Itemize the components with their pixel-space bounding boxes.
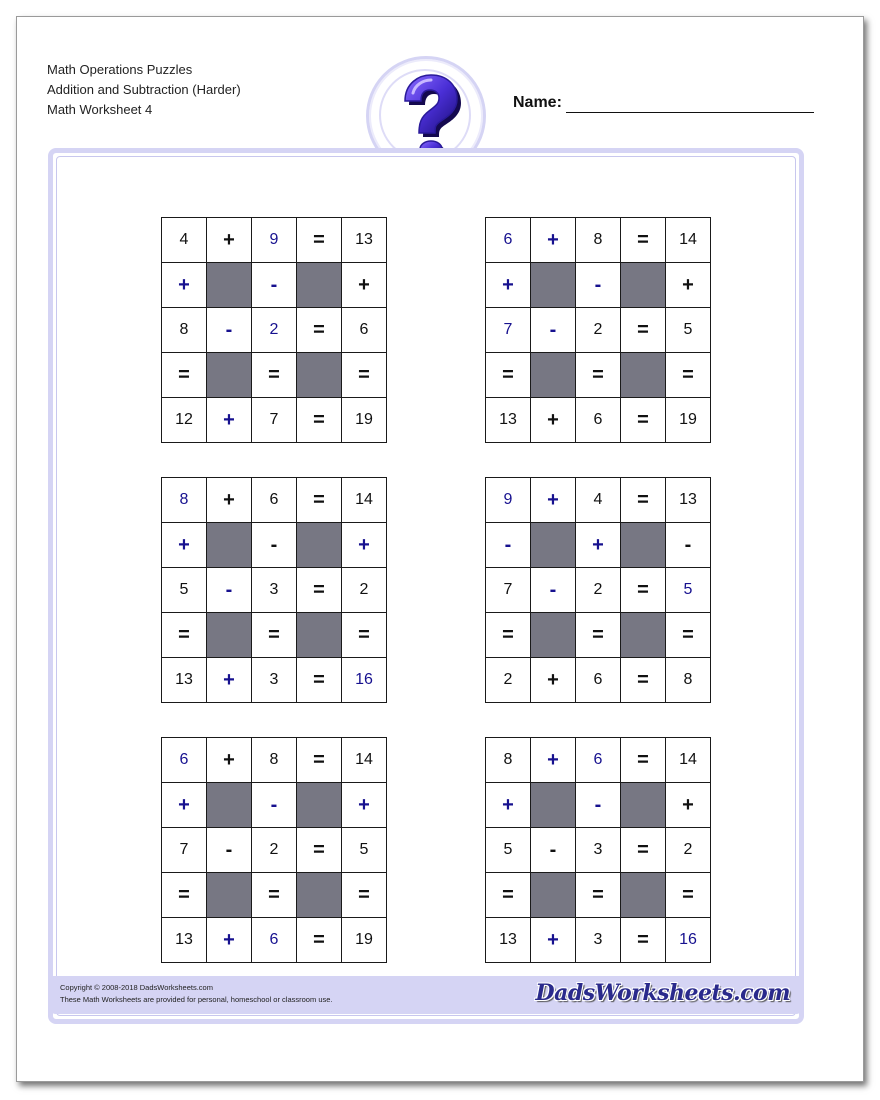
puzzle-row [162, 478, 387, 523]
operator-cell: = [252, 613, 297, 658]
puzzle-row [162, 523, 387, 568]
operator-cell: = [486, 613, 531, 658]
operator-cell: + [531, 738, 576, 783]
operator-cell: = [621, 918, 666, 963]
operator-cell: + [531, 218, 576, 263]
worksheet-title: Math Operations Puzzles [47, 62, 193, 77]
shaded-cell [531, 263, 576, 308]
puzzle-grid [161, 477, 387, 703]
number-cell: 14 [342, 478, 387, 523]
number-cell: 5 [342, 828, 387, 873]
number-cell: 13 [162, 918, 207, 963]
operator-cell: - [486, 523, 531, 568]
shaded-cell [207, 613, 252, 658]
number-cell: 8 [162, 308, 207, 353]
operator-cell: + [576, 523, 621, 568]
operator-cell: = [576, 613, 621, 658]
shaded-cell [531, 783, 576, 828]
operator-cell: - [576, 263, 621, 308]
operator-cell: + [531, 658, 576, 703]
operator-cell: = [252, 873, 297, 918]
number-cell: 4 [162, 218, 207, 263]
operator-cell: + [207, 478, 252, 523]
operator-cell: - [252, 263, 297, 308]
operator-cell: = [621, 398, 666, 443]
operator-cell: = [576, 873, 621, 918]
puzzle-grid [161, 217, 387, 443]
operator-cell: = [162, 353, 207, 398]
operator-cell: + [531, 918, 576, 963]
operator-cell: = [252, 353, 297, 398]
number-cell: 6 [342, 308, 387, 353]
number-cell: 13 [666, 478, 711, 523]
puzzle-row [486, 353, 711, 398]
number-cell: 2 [342, 568, 387, 613]
operator-cell: + [207, 218, 252, 263]
number-cell: 14 [342, 738, 387, 783]
operator-cell: = [666, 873, 711, 918]
operator-cell: = [486, 353, 531, 398]
puzzle-row [486, 523, 711, 568]
operator-cell: + [342, 263, 387, 308]
number-cell: 5 [666, 568, 711, 613]
worksheet-title-block [47, 60, 241, 120]
puzzle-row [162, 658, 387, 703]
number-cell: 2 [486, 658, 531, 703]
number-cell: 2 [576, 308, 621, 353]
shaded-cell [207, 353, 252, 398]
operator-cell: = [297, 398, 342, 443]
footer-text [60, 982, 333, 1006]
puzzle-row [162, 613, 387, 658]
shaded-cell [207, 263, 252, 308]
operator-cell: = [666, 353, 711, 398]
number-cell: 5 [486, 828, 531, 873]
number-cell: 4 [576, 478, 621, 523]
shaded-cell [297, 353, 342, 398]
number-cell: 6 [252, 918, 297, 963]
operator-cell: = [621, 308, 666, 353]
puzzle-grid [485, 217, 711, 443]
operator-cell: = [297, 828, 342, 873]
operator-cell: - [207, 568, 252, 613]
operator-cell: + [207, 738, 252, 783]
number-cell: 5 [162, 568, 207, 613]
puzzle-row [486, 738, 711, 783]
shaded-cell [297, 523, 342, 568]
number-cell: 19 [342, 398, 387, 443]
shaded-cell [621, 613, 666, 658]
puzzle-row [162, 568, 387, 613]
number-cell: 14 [666, 738, 711, 783]
shaded-cell [621, 263, 666, 308]
operator-cell: - [531, 828, 576, 873]
operator-cell: = [162, 873, 207, 918]
number-cell: 9 [252, 218, 297, 263]
operator-cell: + [666, 263, 711, 308]
operator-cell: = [621, 658, 666, 703]
puzzle-row [486, 918, 711, 963]
operator-cell: = [621, 828, 666, 873]
puzzle-row [162, 783, 387, 828]
puzzle-row [162, 308, 387, 353]
operator-cell: = [297, 218, 342, 263]
number-cell: 16 [666, 918, 711, 963]
number-cell: 3 [252, 568, 297, 613]
number-cell: 6 [576, 658, 621, 703]
shaded-cell [207, 873, 252, 918]
number-cell: 7 [486, 568, 531, 613]
operator-cell: = [162, 613, 207, 658]
number-cell: 7 [486, 308, 531, 353]
number-cell: 9 [486, 478, 531, 523]
puzzle-row [162, 828, 387, 873]
shaded-cell [531, 613, 576, 658]
number-cell: 2 [252, 828, 297, 873]
brand-logo: DadsWorksheets.com [535, 980, 790, 1006]
shaded-cell [621, 523, 666, 568]
puzzle-row [486, 218, 711, 263]
operator-cell: = [297, 568, 342, 613]
operator-cell: - [576, 783, 621, 828]
operator-cell: = [342, 613, 387, 658]
puzzle-grid [485, 477, 711, 703]
number-cell: 16 [342, 658, 387, 703]
operator-cell: + [162, 783, 207, 828]
footer-bar [48, 976, 804, 1014]
operator-cell: = [666, 613, 711, 658]
shaded-cell [297, 613, 342, 658]
operator-cell: - [531, 568, 576, 613]
shaded-cell [621, 783, 666, 828]
shaded-cell [297, 873, 342, 918]
operator-cell: + [666, 783, 711, 828]
shaded-cell [207, 523, 252, 568]
number-cell: 6 [486, 218, 531, 263]
puzzle-row [486, 398, 711, 443]
operator-cell: = [486, 873, 531, 918]
puzzle-row [162, 738, 387, 783]
operator-cell: - [531, 308, 576, 353]
puzzle-row [162, 873, 387, 918]
operator-cell: = [297, 918, 342, 963]
operator-cell: + [531, 478, 576, 523]
operator-cell: - [207, 308, 252, 353]
number-cell: 13 [486, 398, 531, 443]
operator-cell: - [666, 523, 711, 568]
number-cell: 2 [666, 828, 711, 873]
worksheet-subtitle: Addition and Subtraction (Harder) [47, 82, 241, 97]
puzzle-row [486, 658, 711, 703]
puzzle-row [486, 308, 711, 353]
operator-cell: + [207, 918, 252, 963]
puzzle-row [486, 828, 711, 873]
shaded-cell [297, 783, 342, 828]
puzzle-row [486, 873, 711, 918]
operator-cell: + [486, 783, 531, 828]
number-cell: 14 [666, 218, 711, 263]
puzzle-row [486, 478, 711, 523]
operator-cell: - [207, 828, 252, 873]
shaded-cell [297, 263, 342, 308]
worksheet-number: Math Worksheet 4 [47, 102, 153, 117]
puzzle-row [486, 568, 711, 613]
operator-cell: = [297, 658, 342, 703]
number-cell: 8 [666, 658, 711, 703]
number-cell: 13 [342, 218, 387, 263]
puzzle-row [486, 783, 711, 828]
number-cell: 6 [162, 738, 207, 783]
copyright-text: Copyright © 2008-2018 DadsWorksheets.com [60, 983, 213, 992]
shaded-cell [621, 873, 666, 918]
operator-cell: = [621, 478, 666, 523]
shaded-cell [531, 523, 576, 568]
number-cell: 19 [342, 918, 387, 963]
number-cell: 7 [252, 398, 297, 443]
operator-cell: + [207, 398, 252, 443]
puzzle-row [162, 218, 387, 263]
number-cell: 8 [252, 738, 297, 783]
operator-cell: = [297, 308, 342, 353]
puzzle-row [486, 263, 711, 308]
operator-cell: + [486, 263, 531, 308]
number-cell: 8 [486, 738, 531, 783]
operator-cell: + [531, 398, 576, 443]
usage-notice: These Math Worksheets are provided for personal, homeschool or classroom use. [60, 995, 333, 1004]
operator-cell: = [576, 353, 621, 398]
operator-cell: + [162, 523, 207, 568]
puzzle-row [162, 398, 387, 443]
shaded-cell [621, 353, 666, 398]
operator-cell: + [342, 783, 387, 828]
number-cell: 19 [666, 398, 711, 443]
puzzle-grid [161, 737, 387, 963]
puzzle-row [162, 918, 387, 963]
operator-cell: = [621, 218, 666, 263]
number-cell: 8 [162, 478, 207, 523]
number-cell: 13 [486, 918, 531, 963]
operator-cell: = [297, 478, 342, 523]
operator-cell: = [621, 568, 666, 613]
operator-cell: - [252, 783, 297, 828]
number-cell: 2 [252, 308, 297, 353]
number-cell: 3 [576, 918, 621, 963]
operator-cell: + [342, 523, 387, 568]
operator-cell: - [252, 523, 297, 568]
operator-cell: = [297, 738, 342, 783]
shaded-cell [531, 353, 576, 398]
operator-cell: = [621, 738, 666, 783]
number-cell: 13 [162, 658, 207, 703]
number-cell: 8 [576, 218, 621, 263]
number-cell: 7 [162, 828, 207, 873]
name-field[interactable] [566, 112, 814, 113]
number-cell: 3 [252, 658, 297, 703]
shaded-cell [531, 873, 576, 918]
name-label: Name: [513, 94, 562, 111]
number-cell: 12 [162, 398, 207, 443]
puzzle-row [162, 263, 387, 308]
operator-cell: = [342, 873, 387, 918]
number-cell: 5 [666, 308, 711, 353]
puzzle-grid [485, 737, 711, 963]
number-cell: 3 [576, 828, 621, 873]
operator-cell: = [342, 353, 387, 398]
puzzle-row [486, 613, 711, 658]
operator-cell: + [207, 658, 252, 703]
number-cell: 6 [252, 478, 297, 523]
puzzle-row [162, 353, 387, 398]
number-cell: 6 [576, 738, 621, 783]
operator-cell: + [162, 263, 207, 308]
shaded-cell [207, 783, 252, 828]
number-cell: 2 [576, 568, 621, 613]
number-cell: 6 [576, 398, 621, 443]
